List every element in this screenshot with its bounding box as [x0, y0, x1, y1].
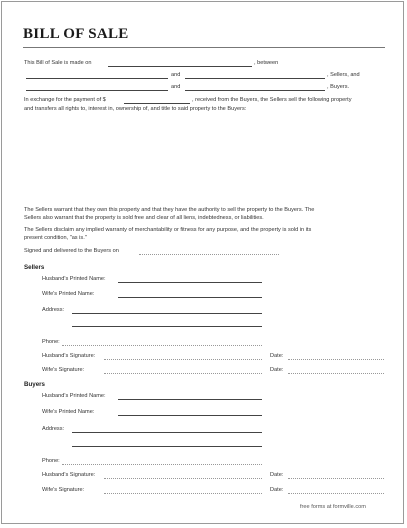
signed-delivered-label: Signed and delivered to the Buyers on: [24, 248, 119, 254]
seller2-blank[interactable]: [185, 78, 325, 79]
buyer-date2-field[interactable]: [288, 493, 384, 494]
seller-husband-printed-field[interactable]: [118, 282, 262, 283]
seller-husband-printed-label: Husband's Printed Name:: [42, 276, 106, 282]
intro-and-1: and: [171, 72, 181, 78]
seller-date1-label: Date:: [270, 353, 284, 359]
warranty-line2: Sellers also warrant that the property is sold free and clear of all liens, indebtedness, or liabilities.: [24, 215, 264, 221]
buyer-phone-label: Phone:: [42, 458, 60, 464]
warranty-line3: The Sellers disclaim any implied warranty of merchantability or fitness for any purpose, and the property is sold in its: [24, 227, 312, 233]
buyer2-blank[interactable]: [185, 90, 325, 91]
intro-between: , between: [254, 60, 279, 66]
buyer-address-field-1[interactable]: [72, 432, 262, 433]
buyer-husband-printed-label: Husband's Printed Name:: [42, 393, 106, 399]
document-title: BILL OF SALE: [23, 26, 129, 42]
title-divider: [23, 47, 385, 48]
seller-wife-sig-label: Wife's Signature:: [42, 367, 85, 373]
seller-address-label: Address:: [42, 307, 65, 313]
seller-date2-field[interactable]: [288, 373, 384, 374]
intro-sellers: , Sellers, and: [327, 72, 360, 78]
document-page: [1, 1, 404, 524]
seller-address-field-2[interactable]: [72, 326, 262, 327]
buyer-husband-sig-field[interactable]: [104, 478, 262, 479]
buyer-wife-sig-field[interactable]: [104, 493, 262, 494]
buyer-phone-field[interactable]: [62, 464, 262, 465]
exchange-line1-b: , received from the Buyers, the Sellers sell the following property: [192, 97, 352, 103]
buyer-wife-sig-label: Wife's Signature:: [42, 487, 85, 493]
buyer-address-label: Address:: [42, 426, 65, 432]
date-blank[interactable]: [108, 66, 252, 67]
payment-blank[interactable]: [124, 103, 190, 104]
buyers-heading: Buyers: [24, 381, 45, 388]
buyer1-blank[interactable]: [26, 90, 168, 91]
intro-made-on: This Bill of Sale is made on: [24, 60, 92, 66]
seller-wife-printed-label: Wife's Printed Name:: [42, 291, 95, 297]
intro-and-2: and: [171, 84, 181, 90]
exchange-line2: and transfers all rights to, interest in, ownership of, and title to said property to the Buyers:: [24, 106, 247, 112]
sellers-heading: Sellers: [24, 264, 45, 271]
seller-husband-sig-field[interactable]: [104, 359, 262, 360]
buyer-husband-printed-field[interactable]: [118, 399, 262, 400]
delivered-date-blank[interactable]: [139, 254, 279, 255]
seller-husband-sig-label: Husband's Signature:: [42, 353, 96, 359]
buyer-date2-label: Date:: [270, 487, 284, 493]
buyer-wife-printed-field[interactable]: [118, 415, 262, 416]
intro-buyers: , Buyers.: [327, 84, 350, 90]
buyer-date1-label: Date:: [270, 472, 284, 478]
seller-address-field-1[interactable]: [72, 313, 262, 314]
seller-date2-label: Date:: [270, 367, 284, 373]
buyer-wife-printed-label: Wife's Printed Name:: [42, 409, 95, 415]
seller-phone-label: Phone:: [42, 339, 60, 345]
footer-credit: free forms at formville.com: [300, 504, 366, 510]
seller-wife-printed-field[interactable]: [118, 297, 262, 298]
exchange-line1-a: In exchange for the payment of $: [24, 97, 106, 103]
seller-date1-field[interactable]: [288, 359, 384, 360]
warranty-line1: The Sellers warrant that they own this property and that they have the authority to sell the property to the Buyers. The: [24, 207, 315, 213]
seller1-blank[interactable]: [26, 78, 168, 79]
buyer-address-field-2[interactable]: [72, 446, 262, 447]
buyer-husband-sig-label: Husband's Signature:: [42, 472, 96, 478]
warranty-line4: present condition, "as is.": [24, 235, 87, 241]
seller-wife-sig-field[interactable]: [104, 373, 262, 374]
seller-phone-field[interactable]: [62, 345, 262, 346]
buyer-date1-field[interactable]: [288, 478, 384, 479]
